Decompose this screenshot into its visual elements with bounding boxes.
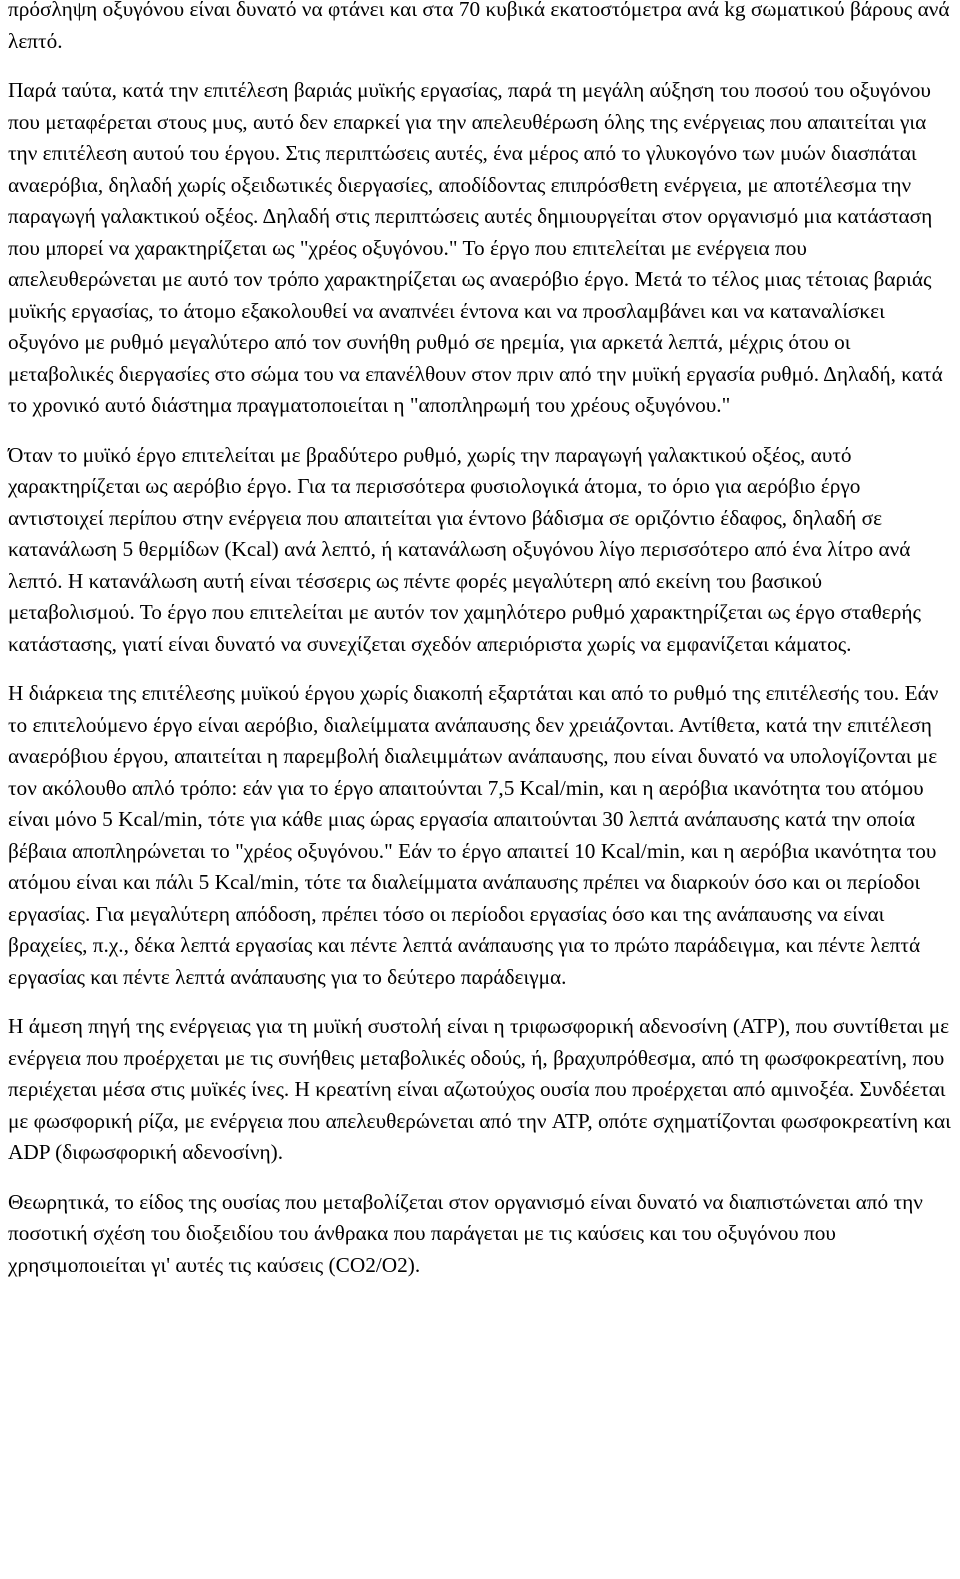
paragraph-atp-energy: Η άμεση πηγή της ενέργειας για τη μυϊκή συστολή είναι η τριφωσφορική αδενοσίνη (ATP), που συντίθεται με ενέργεια που προέρχεται με τις συνήθεις μεταβολικές οδούς, ή, βραχυπρόθεσμα, από τη φωσφοκρεατίνη, που περιέχεται μέσα στις μυϊκές ίνες. Η κρεατίνη είναι αζωτούχος ουσία που προέρχεται από αμινοξέα. Συνδέεται με φωσφορική ρίζα, με ενέργεια που απελευθερώνεται από την ATP, οπότε σχηματίζονται φωσφοκρεατίνη και ADP (διφωσφορική αδενοσίνη). xyxy=(8,1014,951,1164)
paragraph-gap xyxy=(8,1169,952,1187)
paragraph-aerobic-work: Όταν το μυϊκό έργο επιτελείται με βραδύτερο ρυθμό, χωρίς την παραγωγή γαλακτικού οξέος, αυτό χαρακτηρίζεται ως αερόβιο έργο. Για τα περισσότερα φυσιολογικά άτομα, το όριο για αερόβιο έργο αντιστοιχεί περίπου στην ενέργεια που απαιτείται για έντονο βάδισμα σε οριζόντιο έδαφος, δηλαδή σε κατανάλωση 5 θερμίδων (Kcal) ανά λεπτό, ή κατανάλωση οξυγόνου λίγο περισσότερο από ένα λίτρο ανά λεπτό. Η κατανάλωση αυτή είναι τέσσερις ως πέντε φορές μεγαλύτερη από εκείνη του βασικού μεταβολισμού. Το έργο που επιτελείται με αυτόν τον χαμηλότερο ρυθμό χαρακτηρίζεται ως έργο σταθερής κατάστασης, γιατί είναι δυνατό να συνεχίζεται σχεδόν απεριόριστα χωρίς να εμφανίζεται κάματος. xyxy=(8,442,921,656)
paragraph-gap xyxy=(8,993,952,1011)
paragraph-gap xyxy=(8,57,952,75)
paragraph-oxygen-debt: Παρά ταύτα, κατά την επιτέλεση βαριάς μυϊκής εργασίας, παρά τη μεγάλη αύξηση του ποσού του οξυγόνου που μεταφέρεται στους μυς, αυτό δεν επαρκεί για την απελευθέρωση όλης της ενέργειας που απαιτείται για την επιτέλεση αυτού του έργου. Στις περιπτώσεις αυτές, ένα μέρος από το γλυκογόνο των μυών διασπάται αναερόβια, δηλαδή χωρίς οξειδωτικές διεργασίες, αποδίδοντας επιπρόσθετη ενέργεια, με αποτέλεσμα την παραγωγή γαλακτικού οξέος. Δηλαδή στις περιπτώσεις αυτές δημιουργείται στον οργανισμό μια κατάσταση που μπορεί να χαρακτηρίζεται ως "χρέος οξυγόνου." Το έργο που επιτελείται με ενέργεια που απελευθερώνεται με αυτό τον τρόπο χαρακτηρίζεται ως αναερόβιο έργο. Μετά το τέλος μιας τέτοιας βαριάς μυϊκής εργασίας, το άτομο εξακολουθεί να αναπνέει έντονα και να προσλαμβάνει και να καταναλίσκει οξυγόνο με ρυθμό μεγαλύτερο από τον συνήθη ρυθμό σε ηρεμία, για αρκετά λεπτά, μέχρις ότου οι μεταβολικές διεργασίες στο σώμα του να επανέλθουν στον πριν από την μυϊκή εργασία ρυθμό. Δηλαδή, κατά το χρονικό αυτό διάστημα πραγματοποιείται η "αποπληρωμή του χρέους οξυγόνου." xyxy=(8,78,943,417)
paragraph-oxygen-uptake: πρόσληψη οξυγόνου είναι δυνατό να φτάνει και στα 70 κυβικά εκατοστόμετρα ανά kg σωματικού βάρους ανά λεπτό. xyxy=(8,0,950,53)
paragraph-rest-breaks: Η διάρκεια της επιτέλεσης μυϊκού έργου χωρίς διακοπή εξαρτάται και από το ρυθμό της επιτέλεσής του. Εάν το επιτελούμενο έργο είναι αερόβιο, διαλείμματα ανάπαυσης δεν χρειάζονται. Αντίθετα, κατά την επιτέλεση αναερόβιου έργου, απαιτείται η παρεμβολή διαλειμμάτων ανάπαυσης, που είναι δυνατό να υπολογίζονται με τον ακόλουθο απλό τρόπο: εάν για το έργο απαιτούνται 7,5 Kcal/min, και η αερόβια ικανότητα του ατόμου είναι μόνο 5 Kcal/min, τότε για κάθε μιας ώρας εργασία απαιτούνται 30 λεπτά ανάπαυσης κατά την οποία βέβαια αποπληρώνεται το "χρέος οξυγόνου." Εάν το έργο απαιτεί 10 Kcal/min, και η αερόβια ικανότητα του ατόμου είναι και πάλι 5 Kcal/min, τότε τα διαλείμματα ανάπαυσης πρέπει να διαρκούν όσο και οι περίοδοι εργασίας. Για μεγαλύτερη απόδοση, πρέπει τόσο οι περίοδοι εργασίας όσο και της ανάπαυσης να είναι βραχείες, π.χ., δέκα λεπτά εργασίας και πέντε λεπτά ανάπαυσης για το πρώτο παράδειγμα, και πέντε λεπτά εργασίας και πέντε λεπτά ανάπαυσης για το δεύτερο παράδειγμα. xyxy=(8,681,939,989)
paragraph-gap xyxy=(8,660,952,678)
paragraph-gap xyxy=(8,422,952,440)
paragraph-respiratory-quotient: Θεωρητικά, το είδος της ουσίας που μεταβολίζεται στον οργανισμό είναι δυνατό να διαπιστώνεται από την ποσοτική σχέση του διοξειδίου του άνθρακα που παράγεται με τις καύσεις και του οξυγόνου που χρησιμοποιείται γι' αυτές τις καύσεις (CO2/O2). xyxy=(8,1189,923,1277)
